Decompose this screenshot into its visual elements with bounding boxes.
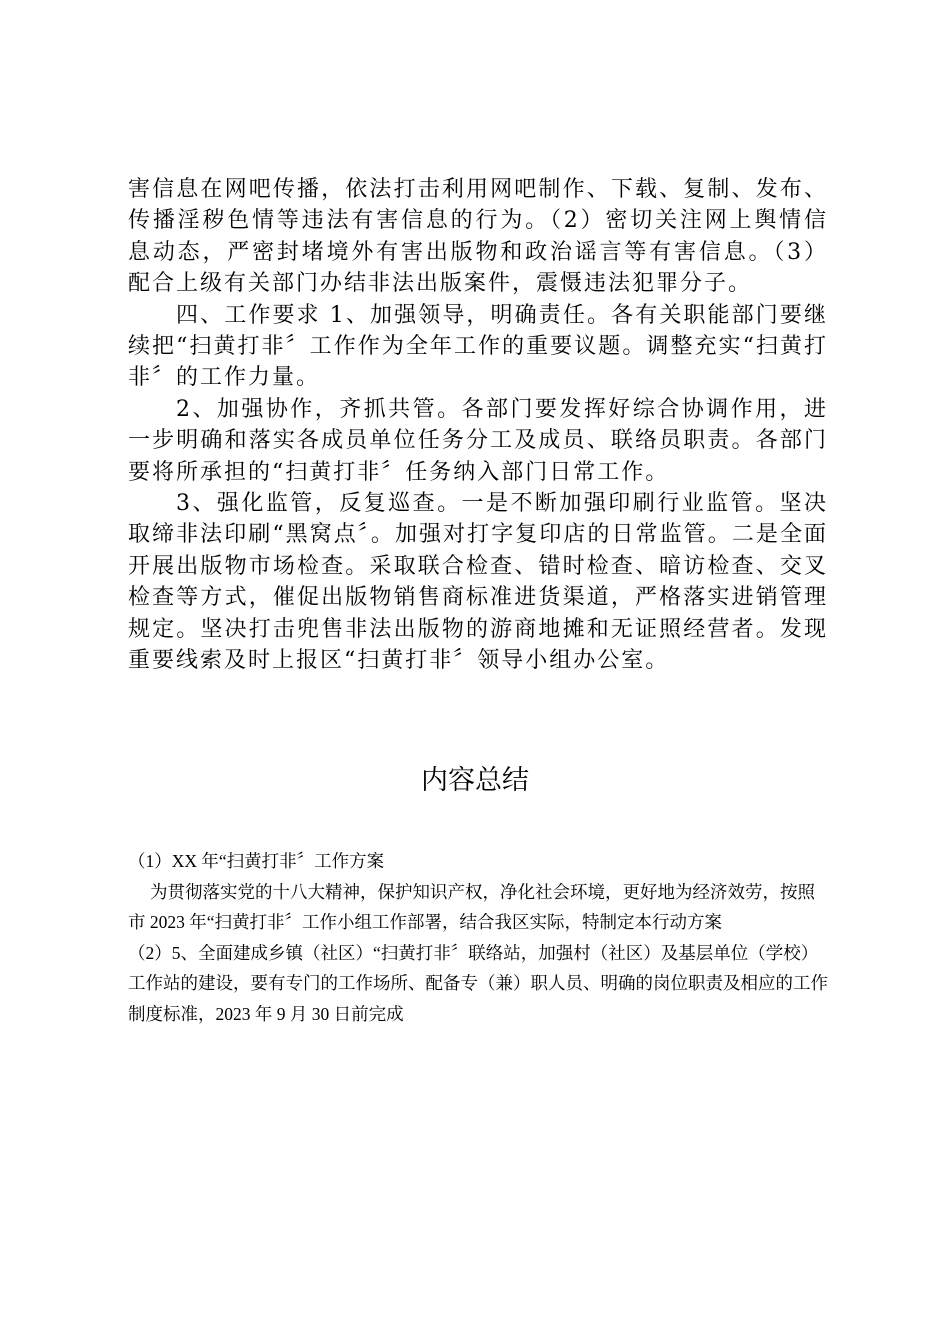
paragraph-cooperation: 2、加强协作，齐抓共管。各部门要发挥好综合协调作用，进一步明确和落实各成员单位任务分工及成员、联络员职责。各部门要将所承担的“扫黄打非〞任务纳入部门日常工作。 bbox=[128, 396, 828, 485]
summary-title: 内容总结 bbox=[421, 765, 529, 796]
paragraph-work-requirements: 四、工作要求 1、加强领导，明确责任。各有关职能部门要继续把“扫黄打非〞工作作为全年工作的重要议题。调整充实“扫黄打非〞的工作力量。 bbox=[128, 302, 828, 391]
paragraph-continuation: 害信息在网吧传播，依法打击利用网吧制作、下载、复制、发布、传播淫秽色情等违法有害信息的行为。（2）密切关注网上舆情信息动态，严密封堵境外有害出版物和政治谣言等有害信息。（3）配合上级有关部门办结非法出版案件，震慑违法犯罪分子。 bbox=[128, 177, 828, 297]
paragraph-supervision: 3、强化监管，反复巡查。一是不断加强印刷行业监管。坚决取缔非法印刷“黑窝点〞。加强对打字复印店的日常监管。二是全面开展出版物市场检查。采取联合检查、错时检查、暗访检查、交叉检查等方式，催促出版物销售商标准进货渠道，严格落实进销管理规定。坚决打击兜售非法出版物的游商地摊和无证照经营者。发现重要线索及时上报区“扫黄打非〞领导小组办公室。 bbox=[128, 491, 828, 674]
summary-item-1-heading: （1）XX 年“扫黄打非〞工作方案 bbox=[128, 851, 385, 871]
summary-section bbox=[128, 846, 828, 1029]
summary-item-1-body: 为贯彻落实党的十八大精神，保护知识产权，净化社会环境，更好地为经济效劳，按照市 2023 年“扫黄打非〞工作小组工作部署，结合我区实际，特制定本行动方案 bbox=[128, 881, 815, 932]
summary-item-2: （2）5、全面建成乡镇（社区）“扫黄打非〞联络站，加强村（社区）及基层单位（学校）工作站的建设，要有专门的工作场所、配备专（兼）职人员、明确的岗位职责及相应的工作制度标准，2023 年 9 月 30 日前完成 bbox=[128, 942, 828, 1024]
document-body bbox=[128, 174, 828, 677]
